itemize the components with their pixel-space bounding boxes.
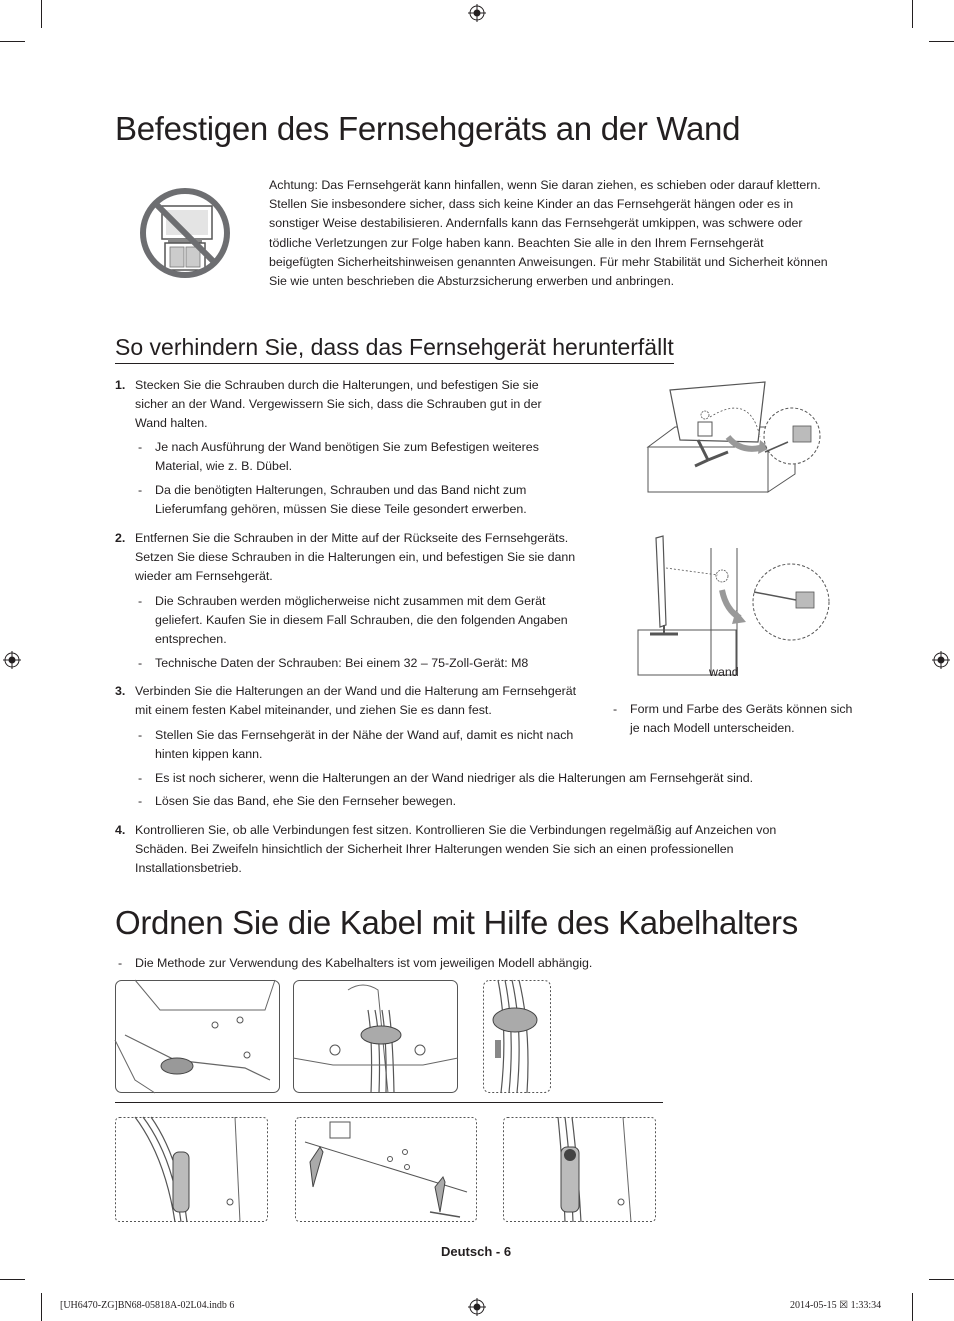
cable-holder-image-6 bbox=[503, 1117, 656, 1222]
step-note bbox=[138, 792, 835, 811]
dash-marker: - bbox=[613, 702, 618, 716]
crop-mark bbox=[0, 1279, 25, 1280]
no-climbing-tv-icon bbox=[138, 186, 232, 280]
wall-label: wand bbox=[709, 665, 739, 679]
tv-bracket-illustration bbox=[640, 382, 830, 497]
wall-bracket-illustration bbox=[636, 530, 836, 675]
note-text: Die Methode zur Verwendung des Kabelhalters ist vom jeweiligen Modell abhängig. bbox=[135, 956, 593, 970]
crop-mark bbox=[912, 1293, 913, 1321]
crop-mark bbox=[41, 0, 42, 28]
dash-marker: - bbox=[138, 440, 143, 454]
step-item bbox=[115, 529, 595, 587]
crop-mark bbox=[929, 1279, 954, 1280]
cable-holder-image-1 bbox=[115, 980, 280, 1093]
dash-marker: - bbox=[138, 483, 143, 497]
step-number: 1. bbox=[115, 378, 126, 392]
step-note bbox=[138, 438, 575, 476]
step-note bbox=[138, 654, 595, 673]
step-number: 4. bbox=[115, 823, 126, 837]
step-text: Verbinden Sie die Halterungen an der Wand und die Halterung am Fernsehgerät mit einem festen Kabel miteinander, und ziehen Sie es dann fest. bbox=[135, 684, 577, 718]
dash-marker: - bbox=[138, 728, 143, 742]
step-item bbox=[115, 376, 565, 434]
dash-marker: - bbox=[118, 956, 123, 970]
crop-mark bbox=[41, 1293, 42, 1321]
step-text: Entfernen Sie die Schrauben in der Mitte auf der Rückseite des Fernsehgeräts. Setzen Sie diese Schrauben in die Halterungen ein, und befestigen Sie sie dann wieder am Fernsehgerät. bbox=[135, 531, 576, 584]
cable-holder-image-4 bbox=[115, 1117, 268, 1222]
note-text: Da die benötigten Halterungen, Schrauben und das Band nicht zum Lieferumfang gehören, müssen Sie diese Teile gesondert erwerben. bbox=[155, 483, 527, 517]
step-note bbox=[138, 726, 575, 764]
dash-marker: - bbox=[138, 656, 143, 670]
note-text: Stellen Sie das Fernsehgerät in der Nähe der Wand auf, damit es nicht nach hinten kippen kann. bbox=[155, 728, 574, 762]
crop-mark bbox=[912, 0, 913, 28]
page-title: Befestigen des Fernsehgeräts an der Wand bbox=[115, 110, 741, 147]
note-text: Es ist noch sicherer, wenn die Halterungen an der Wand niedriger als die Halterungen am Fernsehgerät sind. bbox=[155, 771, 754, 785]
registration-mark-icon bbox=[3, 651, 21, 669]
note-text: Lösen Sie das Band, ehe Sie den Fernseher bewegen. bbox=[155, 794, 457, 808]
step-number: 2. bbox=[115, 531, 126, 545]
print-footer-left: [UH6470-ZG]BN68-05818A-02L04.indb 6 bbox=[60, 1300, 235, 1311]
page-number: Deutsch - 6 bbox=[441, 1244, 512, 1259]
crop-mark bbox=[0, 41, 25, 42]
divider bbox=[115, 1102, 663, 1103]
cable-note bbox=[118, 954, 835, 973]
registration-mark-icon bbox=[932, 651, 950, 669]
registration-mark-icon bbox=[468, 4, 486, 22]
dash-marker: - bbox=[138, 771, 143, 785]
step-note bbox=[138, 592, 575, 650]
registration-mark-icon bbox=[468, 1298, 486, 1316]
cable-holder-image-3 bbox=[483, 980, 551, 1093]
print-footer-right: 2014-05-15 ☒ 1:33:34 bbox=[790, 1300, 882, 1311]
note-text: Technische Daten der Schrauben: Bei einem 32 – 75-Zoll-Gerät: M8 bbox=[155, 656, 529, 670]
step-note bbox=[138, 481, 575, 519]
step-item bbox=[115, 821, 795, 879]
step-note bbox=[138, 769, 835, 788]
note-text: Form und Farbe des Geräts können sich je nach Modell unterscheiden. bbox=[630, 702, 853, 736]
step-text: Kontrollieren Sie, ob alle Verbindungen fest sitzen. Kontrollieren Sie die Verbindungen regelmäßig auf Anzeichen von Schäden. Bei Zweifeln hinsichtlich der Sicherheit Ihrer Halterungen wenden Sie sich an einen professionellen Installationsbetrieb. bbox=[135, 823, 777, 876]
cable-holder-image-5 bbox=[295, 1117, 477, 1222]
note-text: Die Schrauben werden möglicherweise nicht zusammen mit dem Gerät geliefert. Kaufen Sie in diesem Fall Schrauben, die den folgenden Angaben entsprechen. bbox=[155, 594, 568, 647]
warning-text: Achtung: Das Fernsehgerät kann hinfallen, wenn Sie daran ziehen, es schieben oder darauf klettern. Stellen Sie insbesondere sicher, dass sich keine Kinder an das Fernsehgerät hängen oder es in sonstiger Weise destabilisieren. Andernfalls kann das Fernsehgerät umkippen, was schwere oder tödliche Verletzungen zur Folge haben kann. Beachten Sie alle in den Ihrem Fernsehgerät beigefügten Sicherheitshinweisen genannten Anweisungen. Für mehr Stabilität und Sicherheit können Sie wie unten beschrieben die Absturzsicherung erwerben und anbringen. bbox=[269, 178, 828, 289]
step-text: Stecken Sie die Schrauben durch die Halterungen, und befestigen Sie sie sicher an der Wand. Vergewissern Sie sich, dass die Schrauben gut in der Wand halten. bbox=[135, 378, 542, 431]
figure-note bbox=[613, 700, 855, 738]
dash-marker: - bbox=[138, 794, 143, 808]
step-number: 3. bbox=[115, 684, 126, 698]
crop-mark bbox=[929, 41, 954, 42]
note-text: Je nach Ausführung der Wand benötigen Sie zum Befestigen weiteres Material, wie z. B. Dübel. bbox=[155, 440, 539, 474]
cable-holder-image-2 bbox=[293, 980, 458, 1093]
section-title: Ordnen Sie die Kabel mit Hilfe des Kabelhalters bbox=[115, 904, 798, 941]
section-subtitle: So verhindern Sie, dass das Fernsehgerät herunterfällt bbox=[115, 334, 674, 364]
dash-marker: - bbox=[138, 594, 143, 608]
step-item bbox=[115, 682, 590, 720]
